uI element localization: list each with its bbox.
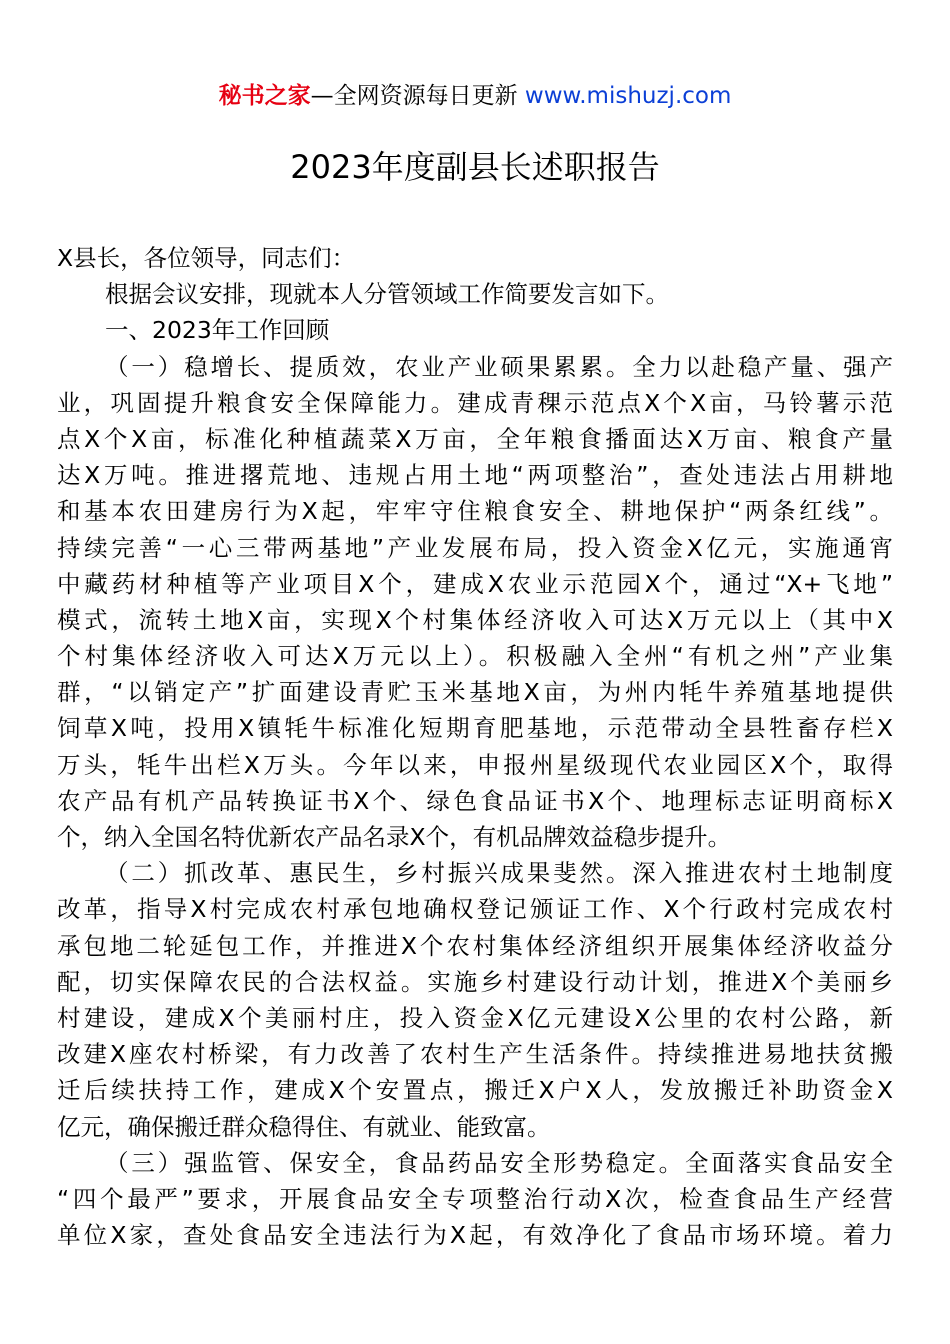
- intro-line: 根据会议安排，现就本人分管领域工作简要发言如下。: [105, 280, 669, 309]
- paragraph-line: 个村集体经济收入可达X万元以上）。积极融入全州“有机之州”产业集: [57, 642, 893, 671]
- paragraph-line: 亿元，确保搬迁群众稳得住、有就业、能致富。: [57, 1112, 551, 1141]
- paragraph-line: 迁后续扶持工作，建成X个安置点，搬迁X户X人，发放搬迁补助资金X: [57, 1076, 893, 1105]
- section-heading: 一、2023年工作回顾: [105, 316, 330, 345]
- paragraph-line: 改革，指导X村完成农村承包地确权登记颁证工作、X个行政村完成农村: [57, 895, 893, 924]
- paragraph-line: “四个最严”要求，开展食品安全专项整治行动X次，检查食品生产经营: [57, 1184, 893, 1213]
- paragraph-line: 改建X座农村桥梁，有力改善了农村生产生活条件。持续推进易地扶贫搬: [57, 1040, 893, 1069]
- paragraph-line: 承包地二轮延包工作，并推进X个农村集体经济组织开展集体经济收益分: [57, 931, 893, 960]
- paragraph-line: 模式，流转土地X亩，实现X个村集体经济收入可达X万元以上（其中X: [57, 605, 893, 634]
- paragraph-line: 业，巩固提升粮食安全保障能力。建成青稞示范点X个X亩，马铃薯示范: [57, 388, 893, 417]
- paragraph-line: 单位X家，查处食品安全违法行为X起，有效净化了食品市场环境。着力: [57, 1221, 893, 1250]
- document-title: 2023年度副县长述职报告: [290, 148, 660, 186]
- paragraph-line: 点X个X亩，标准化种植蔬菜X万亩，全年粮食播面达X万亩、粮食产量: [57, 424, 893, 453]
- paragraph-line: 中藏药材种植等产业项目X个，建成X农业示范园X个，通过“X+飞地”: [57, 569, 893, 598]
- banner-slogan: —全网资源每日更新: [310, 83, 525, 109]
- banner-url-link[interactable]: www.mishuzj.com: [524, 83, 732, 109]
- paragraph-line: 和基本农田建房行为X起，牢牢守住粮食安全、耕地保护“两条红线”。: [57, 497, 893, 526]
- paragraph-line: 万头，牦牛出栏X万头。今年以来，申报州星级现代农业园区X个，取得: [57, 750, 893, 779]
- paragraph-line: （二）抓改革、惠民生，乡村振兴成果斐然。深入推进农村土地制度: [105, 859, 893, 888]
- document-body: [57, 240, 893, 1253]
- paragraph-line: 达X万吨。推进撂荒地、违规占用土地“两项整治”，查处违法占用耕地: [57, 461, 893, 490]
- paragraph-line: 持续完善“一心三带两基地”产业发展布局，投入资金X亿元，实施通宵: [57, 533, 893, 562]
- salutation-line: X县长，各位领导，同志们：: [57, 244, 356, 272]
- paragraph-line: （一）稳增长、提质效，农业产业硕果累累。全力以赴稳产量、强产: [105, 352, 893, 381]
- paragraph-line: 配，切实保障农民的合法权益。实施乡村建设行动计划，推进X个美丽乡: [57, 967, 893, 996]
- paragraph-line: 群，“以销定产”扩面建设青贮玉米基地X亩，为州内牦牛养殖基地提供: [57, 678, 893, 707]
- site-banner: [0, 80, 950, 112]
- banner-brand: 秘书之家: [218, 83, 311, 109]
- paragraph-line: 农产品有机产品转换证书X个、绿色食品证书X个、地理标志证明商标X: [57, 786, 893, 815]
- paragraph-line: 村建设，建成X个美丽村庄，投入资金X亿元建设X公里的农村公路，新: [57, 1003, 893, 1032]
- paragraph-line: （三）强监管、保安全，食品药品安全形势稳定。全面落实食品安全: [105, 1148, 893, 1177]
- paragraph-line: 饲草X吨，投用X镇牦牛标准化短期育肥基地，示范带动全县牲畜存栏X: [57, 714, 893, 743]
- paragraph-line: 个，纳入全国名特优新农产品名录X个，有机品牌效益稳步提升。: [57, 823, 732, 851]
